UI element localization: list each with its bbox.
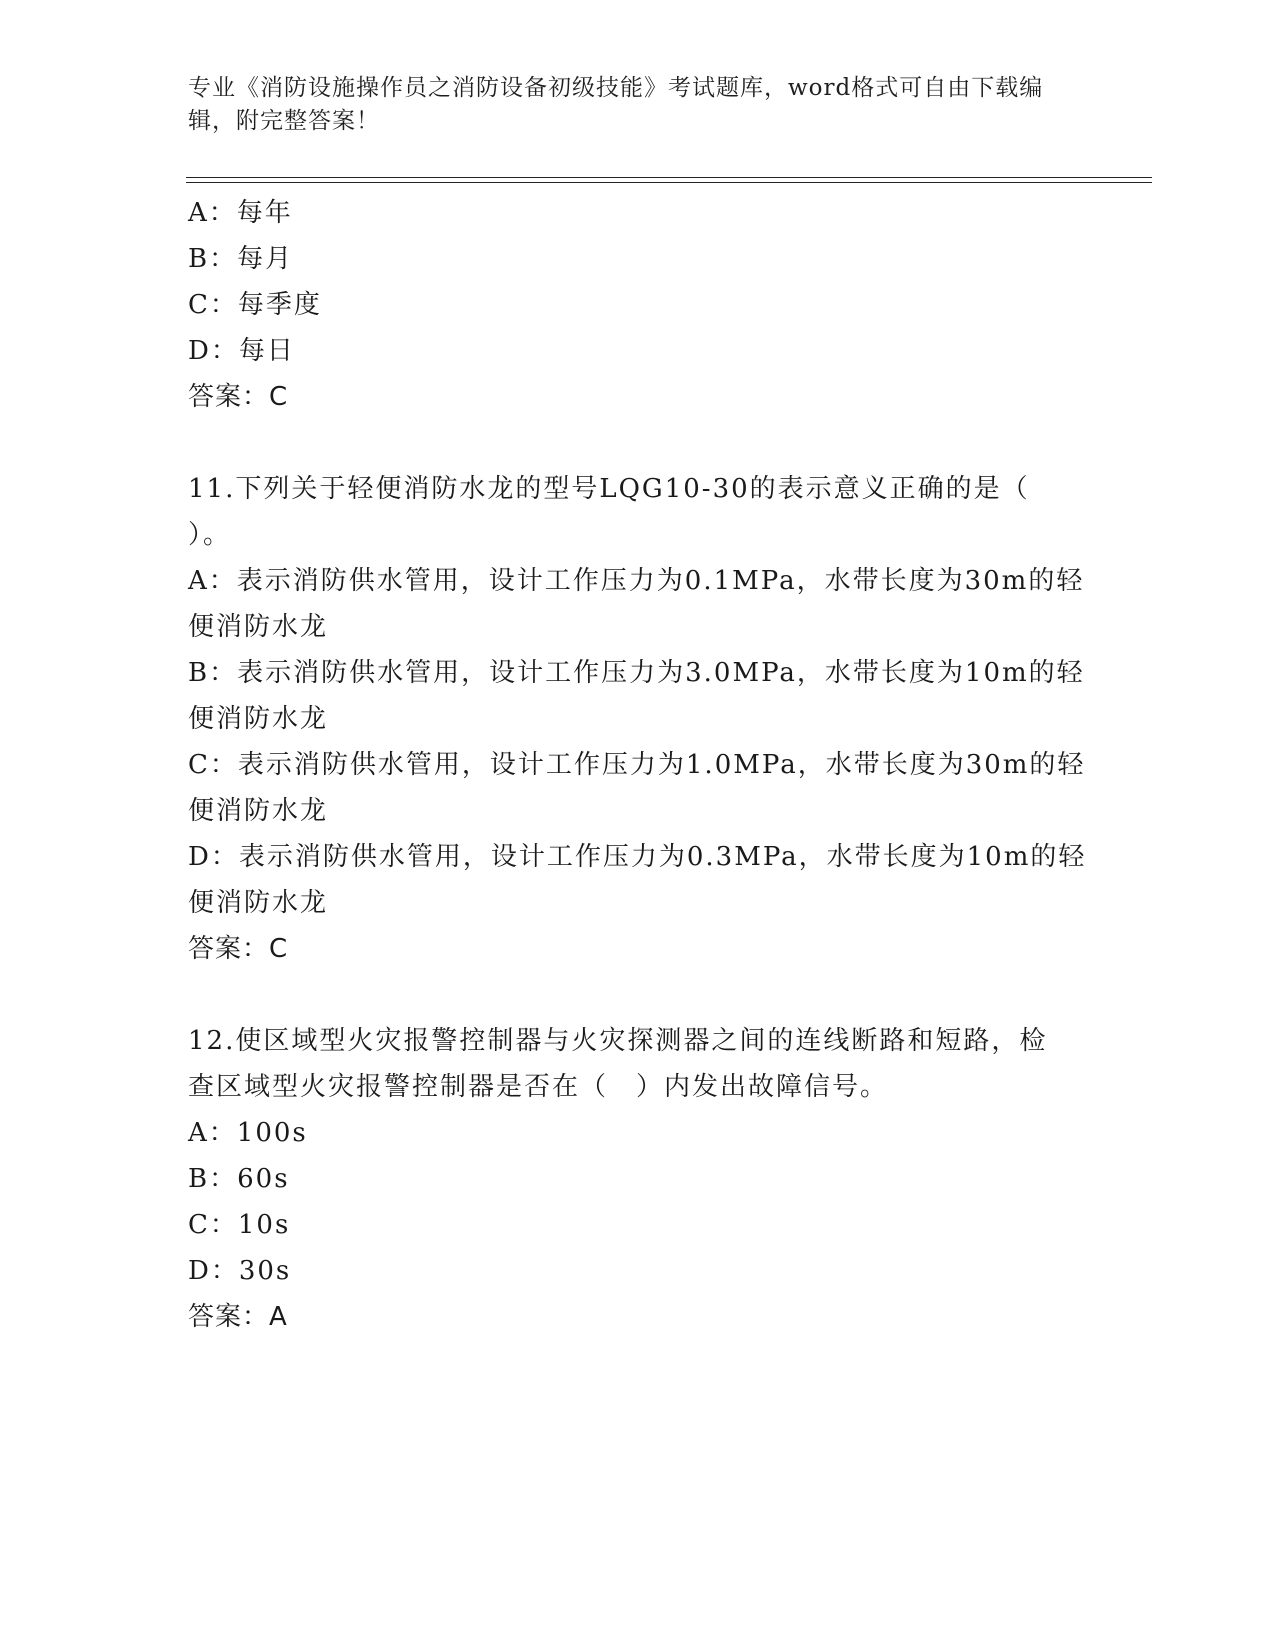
answer: 答案：A bbox=[188, 1302, 288, 1332]
option-a: A：每年 bbox=[188, 198, 293, 228]
question-stem-line-1: 11.下列关于轻便消防水龙的型号LQG10-30的表示意义正确的是（ bbox=[188, 474, 1030, 504]
questions-content bbox=[188, 190, 1088, 1340]
option-c: C：每季度 bbox=[188, 290, 322, 320]
answer: 答案：C bbox=[188, 382, 289, 412]
question-stem-line-1: 12.使区域型火灾报警控制器与火灾探测器之间的连线断路和短路，检 bbox=[188, 1026, 1048, 1056]
header-rule-bottom bbox=[186, 182, 1152, 183]
answer: 答案：C bbox=[188, 934, 289, 964]
option-b: B：60s bbox=[188, 1164, 290, 1194]
question-11 bbox=[188, 466, 1088, 972]
option-b: B：每月 bbox=[188, 244, 294, 274]
header-line-2: 辑，附完整答案！ bbox=[188, 108, 380, 134]
header-rule-top bbox=[186, 177, 1152, 178]
option-c: C：10s bbox=[188, 1210, 291, 1240]
header-line-1: 专业《消防设施操作员之消防设备初级技能》考试题库，word格式可自由下载编 bbox=[188, 75, 1044, 101]
option-a-line-1: A：表示消防供水管用，设计工作压力为0.1MPa，水带长度为30m的轻 bbox=[188, 566, 1085, 596]
option-d-line-2: 便消防水龙 bbox=[188, 888, 329, 918]
question-stem-line-2: 查区域型火灾报警控制器是否在（ ）内发出故障信号。 bbox=[188, 1072, 889, 1102]
question-10 bbox=[188, 190, 1088, 420]
option-d: D：每日 bbox=[188, 336, 295, 366]
option-c-line-2: 便消防水龙 bbox=[188, 796, 329, 826]
option-d: D：30s bbox=[188, 1256, 292, 1286]
question-12 bbox=[188, 1018, 1088, 1340]
option-a-line-2: 便消防水龙 bbox=[188, 612, 329, 642]
option-d-line-1: D：表示消防供水管用，设计工作压力为0.3MPa，水带长度为10m的轻 bbox=[188, 842, 1087, 872]
option-c-line-1: C：表示消防供水管用，设计工作压力为1.0MPa，水带长度为30m的轻 bbox=[188, 750, 1086, 780]
option-b-line-2: 便消防水龙 bbox=[188, 704, 329, 734]
option-a: A：100s bbox=[188, 1118, 308, 1148]
question-stem-line-2: ）。 bbox=[188, 520, 232, 550]
page-header bbox=[188, 72, 1068, 138]
option-b-line-1: B：表示消防供水管用，设计工作压力为3.0MPa，水带长度为10m的轻 bbox=[188, 658, 1085, 688]
